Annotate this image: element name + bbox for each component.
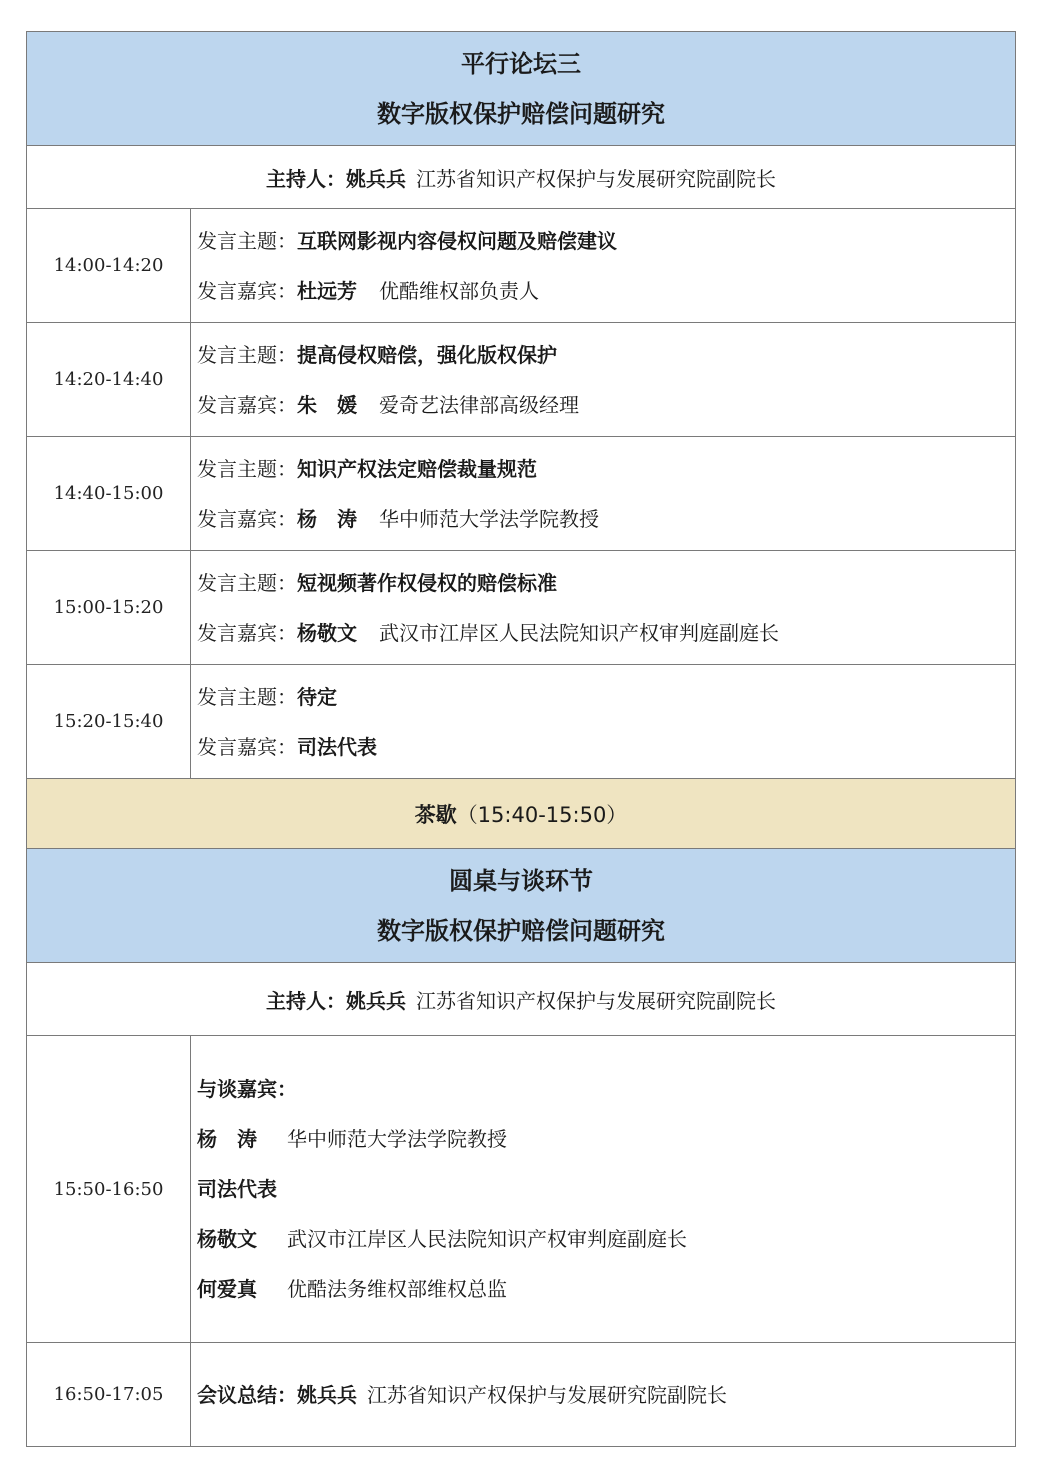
topic-label: 发言主题：	[197, 456, 297, 481]
summary-row	[27, 1343, 1016, 1447]
talk-guest-line	[197, 608, 1015, 658]
roundtable-title-block	[27, 849, 1016, 963]
topic-value: 知识产权法定赔偿裁量规范	[297, 456, 537, 481]
talk-time: 15:20-15:40	[27, 665, 191, 778]
tea-break-row	[27, 779, 1016, 849]
summary-time: 16:50-17:05	[27, 1343, 191, 1446]
talk-topic-line	[197, 330, 1015, 380]
summary-role: 江苏省知识产权保护与发展研究院副院长	[367, 1382, 727, 1407]
talk-row	[27, 437, 1016, 551]
host-name: 姚兵兵	[346, 166, 406, 191]
summary-content	[191, 1343, 1015, 1446]
panelist	[197, 1114, 1015, 1164]
host-label: 主持人：	[266, 166, 346, 191]
schedule-table	[26, 31, 1016, 1447]
topic-value: 短视频著作权侵权的赔偿标准	[297, 570, 557, 595]
guest-label: 发言嘉宾：	[197, 278, 297, 303]
guest-role: 华中师范大学法学院教授	[379, 506, 599, 531]
topic-label: 发言主题：	[197, 342, 297, 367]
guest-name: 杨 涛	[297, 506, 357, 531]
talk-topic-line	[197, 672, 1015, 722]
topic-label: 发言主题：	[197, 228, 297, 253]
guest-name: 朱 媛	[297, 392, 357, 417]
forum-title-block	[27, 32, 1016, 146]
host-role: 江苏省知识产权保护与发展研究院副院长	[416, 988, 776, 1013]
host-role: 江苏省知识产权保护与发展研究院副院长	[416, 166, 776, 191]
talk-time: 14:40-15:00	[27, 437, 191, 550]
topic-value: 待定	[297, 684, 337, 709]
guest-role: 武汉市江岸区人民法院知识产权审判庭副庭长	[379, 620, 779, 645]
topic-value: 互联网影视内容侵权问题及赔偿建议	[297, 228, 617, 253]
guest-name: 司法代表	[297, 734, 377, 759]
host-name: 姚兵兵	[346, 988, 406, 1013]
roundtable-title-line2: 数字版权保护赔偿问题研究	[377, 916, 665, 945]
topic-label: 发言主题：	[197, 684, 297, 709]
guest-name: 杨敬文	[297, 620, 357, 645]
guest-role: 优酷维权部负责人	[379, 278, 539, 303]
panel-time: 15:50-16:50	[27, 1036, 191, 1342]
talk-guest-line	[197, 380, 1015, 430]
roundtable-host-row	[27, 963, 1016, 1036]
talk-row	[27, 209, 1016, 323]
panelist-name: 杨敬文	[197, 1227, 257, 1251]
panelist-role: 华中师范大学法学院教授	[287, 1127, 507, 1151]
talk-content	[191, 437, 1015, 550]
talk-topic-line	[197, 216, 1015, 266]
talk-time: 14:20-14:40	[27, 323, 191, 436]
panelist-name: 何爱真	[197, 1277, 257, 1301]
panelist	[197, 1264, 1015, 1314]
talk-guest-line	[197, 722, 1015, 772]
talk-row	[27, 665, 1016, 779]
talk-content	[191, 209, 1015, 322]
roundtable-title-line1: 圆桌与谈环节	[449, 866, 593, 895]
talk-guest-line	[197, 266, 1015, 316]
guest-role: 爱奇艺法律部高级经理	[379, 392, 579, 417]
guest-label: 发言嘉宾：	[197, 392, 297, 417]
tea-break-label: 茶歇	[414, 802, 457, 827]
talk-time: 14:00-14:20	[27, 209, 191, 322]
forum-title-line2: 数字版权保护赔偿问题研究	[377, 99, 665, 128]
panelist-name: 杨 涛	[197, 1127, 257, 1151]
guest-label: 发言嘉宾：	[197, 506, 297, 531]
tea-break-time: （15:40-15:50）	[456, 802, 628, 827]
panelist-name: 司法代表	[197, 1177, 277, 1201]
panelist-role: 优酷法务维权部维权总监	[287, 1277, 507, 1301]
talk-content	[191, 551, 1015, 664]
guest-name: 杜远芳	[297, 278, 357, 303]
summary-line	[197, 1370, 1015, 1420]
topic-label: 发言主题：	[197, 570, 297, 595]
topic-value: 提高侵权赔偿，强化版权保护	[297, 342, 557, 367]
talk-content	[191, 323, 1015, 436]
panel-content	[191, 1036, 1015, 1342]
talk-topic-line	[197, 558, 1015, 608]
panelist-role: 武汉市江岸区人民法院知识产权审判庭副庭长	[287, 1227, 687, 1251]
guest-label: 发言嘉宾：	[197, 734, 297, 759]
talk-time: 15:00-15:20	[27, 551, 191, 664]
summary-name: 姚兵兵	[297, 1382, 357, 1407]
guest-label: 发言嘉宾：	[197, 620, 297, 645]
panelist	[197, 1214, 1015, 1264]
talk-row	[27, 323, 1016, 437]
panelist	[197, 1164, 1015, 1214]
talk-topic-line	[197, 444, 1015, 494]
talk-content	[191, 665, 1015, 778]
forum-host-row	[27, 146, 1016, 209]
panel-label: 与谈嘉宾：	[197, 1077, 297, 1101]
host-label: 主持人：	[266, 988, 346, 1013]
summary-label: 会议总结：	[197, 1382, 297, 1407]
talk-guest-line	[197, 494, 1015, 544]
talk-row	[27, 551, 1016, 665]
roundtable-panel-row	[27, 1036, 1016, 1343]
forum-title-line1: 平行论坛三	[461, 49, 581, 78]
